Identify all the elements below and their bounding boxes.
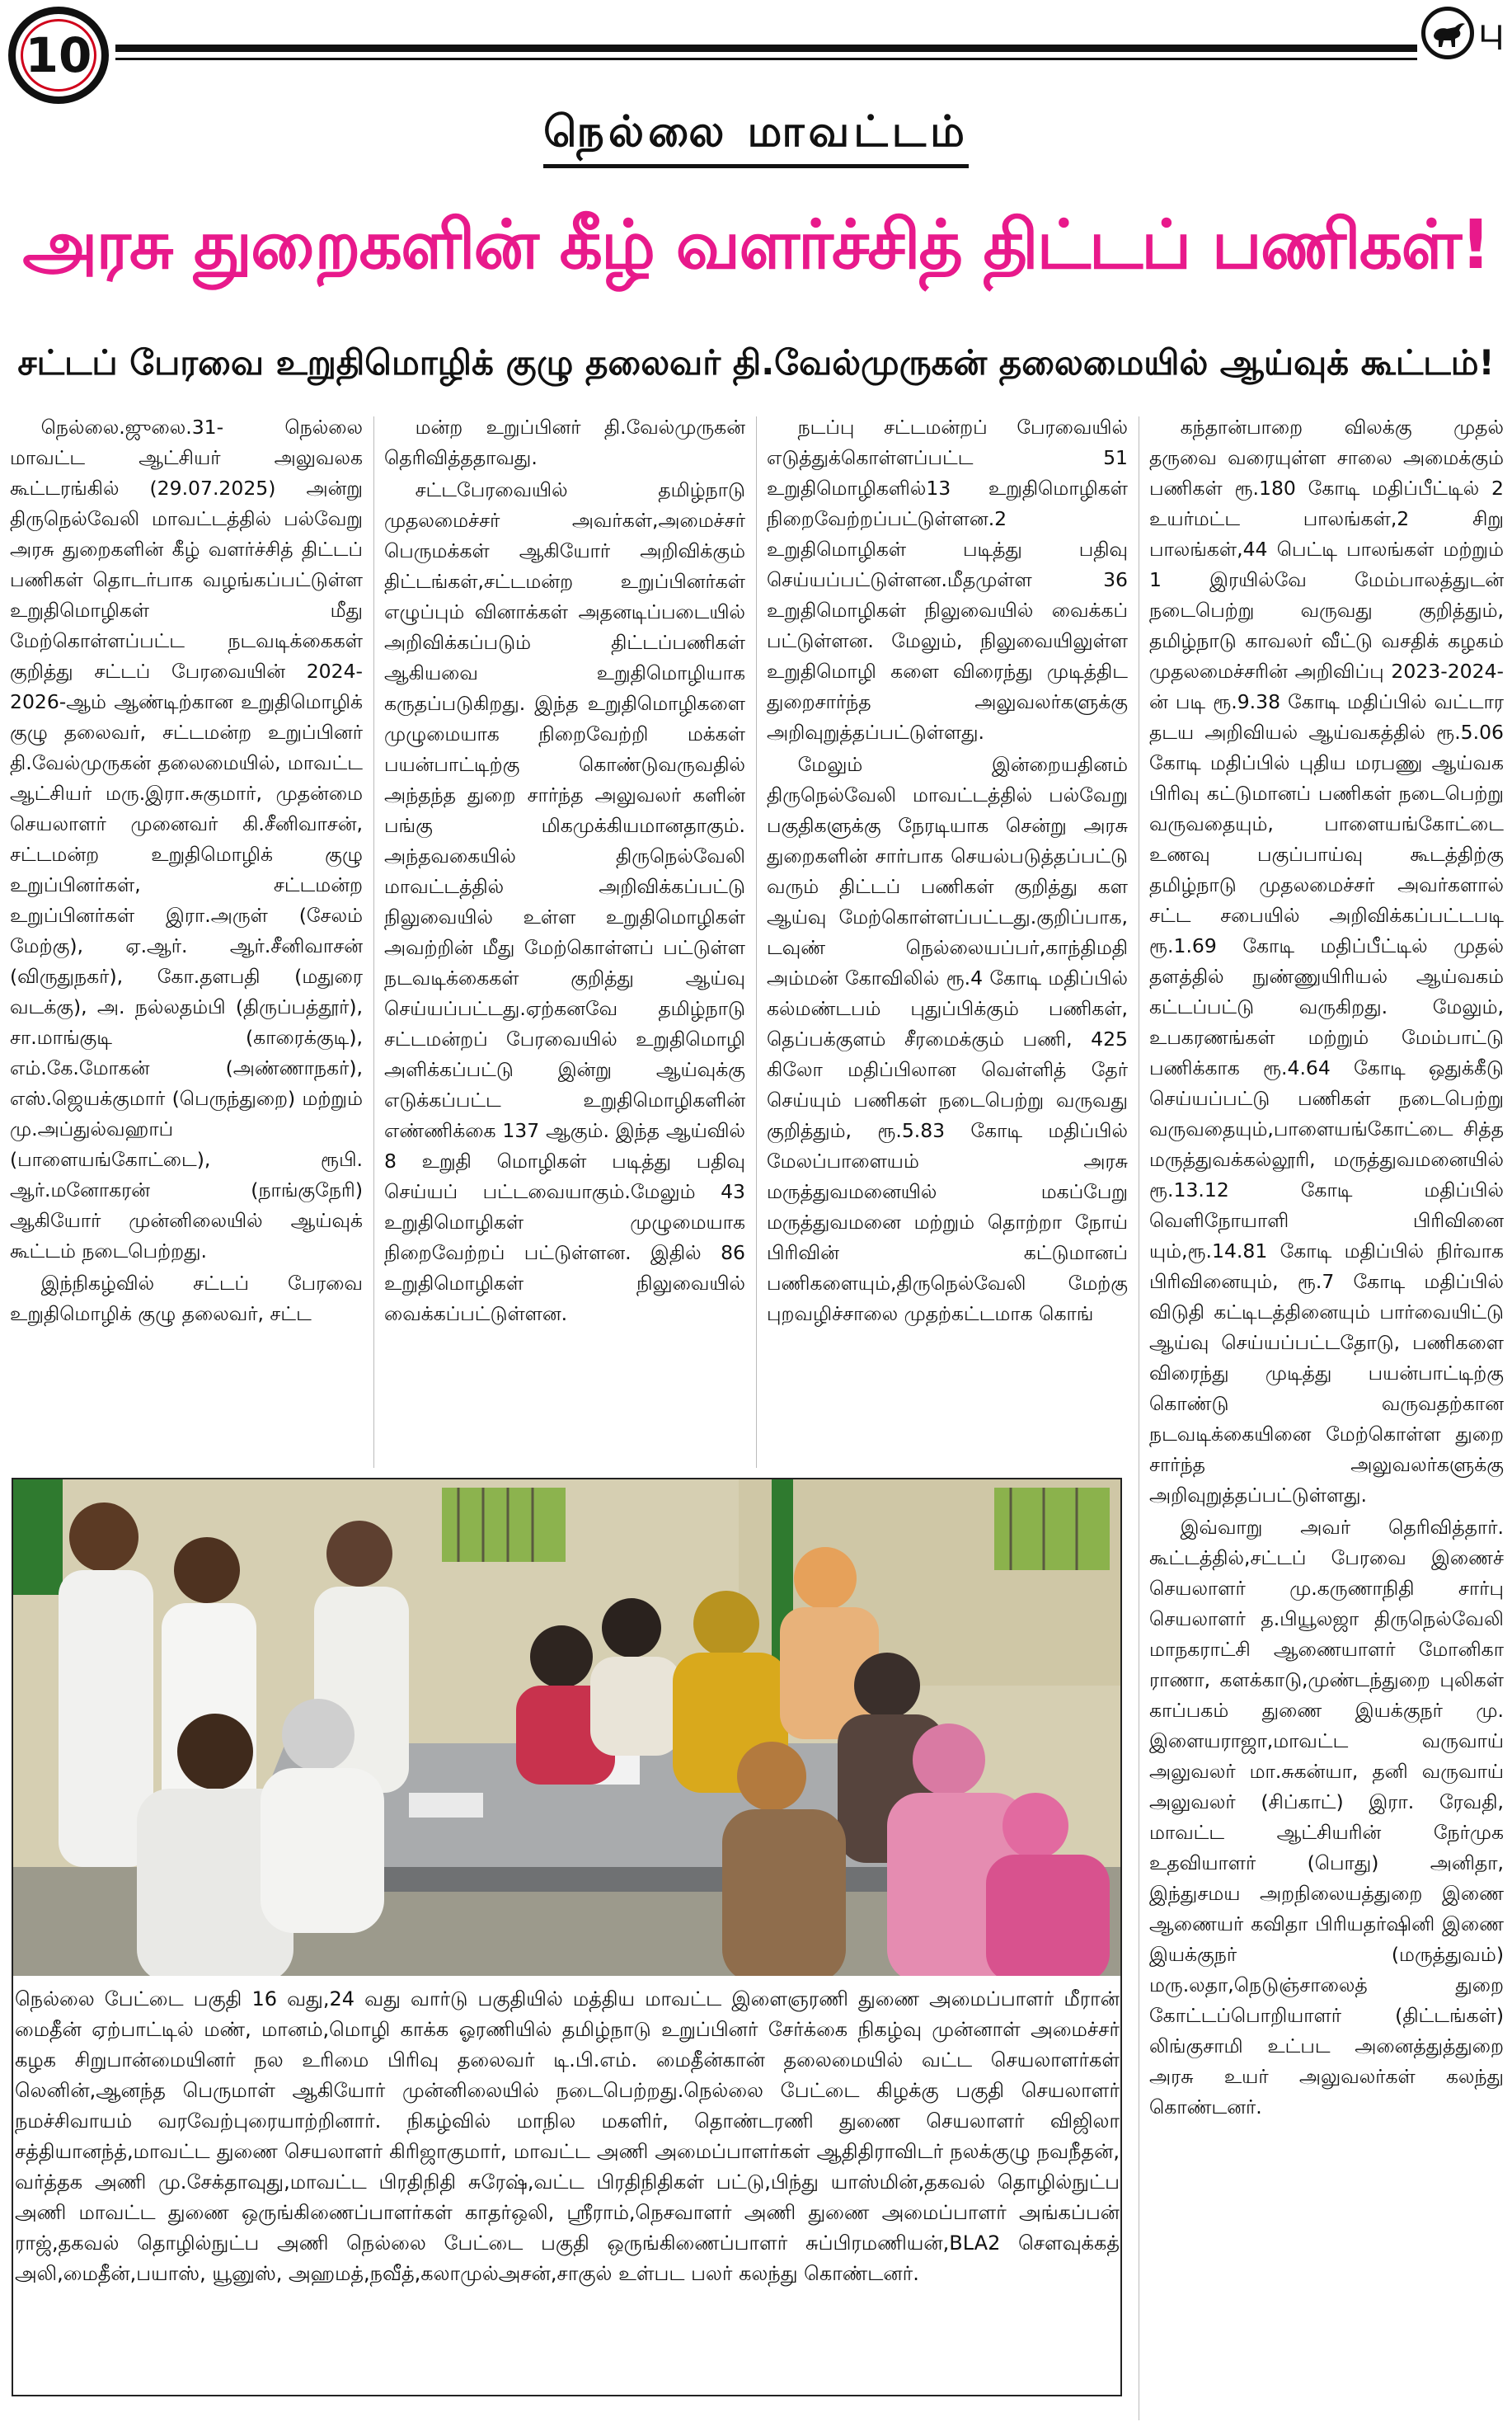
main-headline: அரசு துறைகளின் கீழ் வளர்ச்சித் திட்டப் பணிகள்! [22, 206, 1490, 285]
sub-headline: சட்டப் பேரவை உறுதிமொழிக் குழு தலைவர் தி.வேல்முருகன் தலைமையில் ஆய்வுக் கூட்டம்! [17, 342, 1495, 383]
masthead-title: பு [1479, 12, 1504, 49]
article-paragraph: சட்டபேரவையில் தமிழ்நாடு முதலமைச்சர் அவர்கள்,அமைச்சர் பெருமக்கள் ஆகியோர் அறிவிக்கும் திட்டங்கள்,சட்டமன்ற உறுப்பினர்கள் எழுப்பும் வினாக்கள் அதனடிப்படையில் அறிவிக்கப்படும் திட்டப்பணிகள் ஆகியவை உறுதிமொழியாக கருதப்படுகிறது. இந்த உறுதிமொழிகளை முழுமையாக நிறைவேற்றி மக்கள் பயன்பாட்டிற்கு கொண்டுவருவதில் அந்தந்த துறை சார்ந்த அலுவலர் களின் பங்கு மிகமுக்கியமானதாகும். அந்தவகையில் திருநெல்வேலி மாவட்டத்தில் அறிவிக்கப்பட்டு நிலுவையில் உள்ள உறுதிமொழிகள் அவற்றின் மீது மேற்கொள்ளப் பட்டுள்ள நடவடிக்கைகள் குறித்து ஆய்வு செய்யப்பட்டது.ஏற்கனவே தமிழ்நாடு சட்டமன்றப் பேரவையில் உறுதிமொழி அளிக்கப்பட்டு இன்று ஆய்வுக்கு எடுக்கப்பட்ட உறுதிமொழிகளின் எண்ணிக்கை 137 ஆகும். இந்த ஆய்வில் 8 உறுதி மொழிகள் படித்து பதிவு செய்யப் பட்டவையாகும்.மேலும் 43 உறுதிமொழிகள் முழுமையாக நிறைவேற்றப் பட்டுள்ளன. இதில் 86 உறுதிமொழிகள் நிலுவையில் வைக்கப்பட்டுள்ளன. [384, 478, 745, 1325]
article-paragraph: இந்நிகழ்வில் சட்டப் பேரவை உறுதிமொழிக் குழு தலைவர், சட்ட [10, 1272, 363, 1325]
bull-logo-icon [1421, 7, 1474, 59]
article-paragraph: நெல்லை.ஜுலை.31- நெல்லை மாவட்ட ஆட்சியர் அலுவலக கூட்டரங்கில் (29.07.2025) அன்று திருநெல்வேலி மாவட்டத்தில் பல்வேறு அரசு துறைகளின் கீழ் வளர்ச்சித் திட்டப் பணிகள் தொடர்பாக வழங்கப்பட்டுள்ள உறுதிமொழிகள் மீது மேற்கொள்ளப்பட்ட நடவடிக்கைகள் குறித்து சட்டப் பேரவையின் 2024-2026-ஆம் ஆண்டிற்கான உறுதிமொழிக் குழு தலைவர், சட்டமன்ற உறுப்பினர் தி.வேல்முருகன் தலைமையில், மாவட்ட ஆட்சியர் மரு.இரா.சுகுமார், முதன்மை செயலாளர் முனைவர் கி.சீனிவாசன், சட்டமன்ற உறுதிமொழிக் குழு உறுப்பினர்கள், சட்டமன்ற உறுப்பினர்கள் இரா.அருள் (சேலம் மேற்கு), ஏ.ஆர். ஆர்.சீனிவாசன் (விருதுநகர்), கோ.தளபதி (மதுரை வடக்கு), அ. நல்லதம்பி (திருப்பத்தூர்), சா.மாங்குடி (காரைக்குடி), எம்.கே.மோகன் (அண்ணாநகர்), எஸ்.ஜெயக்குமார் (பெருந்துறை) மற்றும் மு.அப்துல்வஹாப் (பாளையங்கோட்டை), ரூபி. ஆர்.மனோகரன் (நாங்குநேரி) ஆகியோர் முன்னிலையில் ஆய்வுக் கூட்டம் நடைபெற்றது. [10, 416, 363, 1263]
section-heading-text: நெல்லை மாவட்டம் [543, 107, 969, 168]
page-number: 10 [25, 27, 92, 83]
article-paragraph: மேலும் இன்றையதினம் திருநெல்வேலி மாவட்டத்தில் பல்வேறு பகுதிகளுக்கு நேரடியாக சென்று அரசு துறைகளின் சார்பாக செயல்படுத்தப்பட்டு வரும் திட்டப் பணிகள் குறித்து கள ஆய்வு மேற்கொள்ளப்பட்டது.குறிப்பாக, டவுண் நெல்லையப்பர்,காந்திமதி அம்மன் கோவிலில் ரூ.4 கோடி மதிப்பில் கல்மண்டபம் புதுப்பிக்கும் பணிகள், தெப்பக்குளம் சீரமைக்கும் பணி, 425 கிலோ மதிப்பிலான வெள்ளித் தேர் செய்யும் பணிகள் நடைபெற்று வருவது குறித்தும், ரூ.5.83 கோடி மதிப்பில் மேலப்பாளையம் அரசு மருத்துவமனையில் மகப்பேறு மருத்துவமனை மற்றும் தொற்றா நோய் பிரிவின் கட்டுமானப் பணிகளையும்,திருநெல்வேலி மேற்கு புறவழிச்சாலை முதற்கட்டமாக கொங் [767, 753, 1128, 1325]
column-divider [756, 416, 757, 1468]
article-column-2 [384, 412, 745, 1472]
article-paragraph: மன்ற உறுப்பினர் தி.வேல்முருகன் தெரிவித்ததாவது. [384, 416, 745, 469]
page-number-badge [8, 7, 109, 104]
section-heading [0, 107, 1512, 168]
event-photo-illustration [13, 1479, 1122, 1982]
article-column-3 [767, 412, 1128, 1472]
article-column-4 [1149, 412, 1504, 2424]
header-rule-thick [115, 45, 1417, 52]
article-paragraph: நடப்பு சட்டமன்றப் பேரவையில் எடுத்துக்கொள்ளப்பட்ட 51 உறுதிமொழிகளில்13 உறுதிமொழிகள் நிறைவேற்றப்பட்டுள்ளன.2 உறுதிமொழிகள் படித்து பதிவு செய்யப்பட்டுள்ளன.மீதமுள்ள 36 உறுதிமொழிகள் நிலுவையில் வைக்கப் பட்டுள்ளன. மேலும், நிலுவையிலுள்ள உறுதிமொழி களை விரைந்து முடித்திட துறைசார்ந்த அலுவலர்களுக்கு அறிவுறுத்தப்பட்டுள்ளது. [767, 416, 1128, 744]
article-column-1 [10, 412, 363, 1472]
column-divider [373, 416, 374, 1468]
article-paragraph: இவ்வாறு அவர் தெரிவித்தார். கூட்டத்தில்,சட்டப் பேரவை இணைச் செயலாளர் மு.கருணாநிதி சார்பு செயலாளர் த.பியூலஜா திருநெல்வேலி மாநகராட்சி ஆணையாளர் மோனிகா ராணா, களக்காடு,முண்டந்துறை புலிகள் காப்பகம் துணை இயக்குநர் மு. இளையராஜா,மாவட்ட வருவாய் அலுவலர் மா.சுகன்யா, தனி வருவாய் அலுவலர் (சிப்காட்) இரா. ரேவதி, மாவட்ட ஆட்சியரின் நேர்முக உதவியாளர் (பொது) அனிதா, இந்துசமய அறநிலையத்துறை இணை ஆணையர் கவிதா பிரியதர்ஷினி இணை இயக்குநர் (மருத்துவம்) மரு.லதா,நெடுஞ்சாலைத் துறை கோட்டப்பொறியாளர் (திட்டங்கள்) லிங்குசாமி உட்பட அனைத்துத்துறை அரசு உயர் அலுவலர்கள் கலந்து கொண்டனர். [1149, 1516, 1504, 2119]
header-rule-thin [115, 58, 1417, 60]
photo-caption: நெல்லை பேட்டை பகுதி 16 வது,24 வது வார்டு பகுதியில் மத்திய மாவட்ட இளைஞரணி துணை அமைப்பாளர் மீரான் மைதீன் ஏற்பாட்டில் மண், மானம்,மொழி காக்க ஓரணியில் தமிழ்நாடு உறுப்பினர் சேர்க்கை நிகழ்வு முன்னாள் அமைச்சர் கழக சிறுபான்மையினர் நல உரிமை பிரிவு தலைவர் டி.பி.எம். மைதீன்கான் தலைமையில் வட்ட செயலாளர்கள் லெனின்,ஆனந்த பெருமாள் ஆகியோர் முன்னிலையில் நடைபெற்றது.நெல்லை பேட்டை கிழக்கு பகுதி செயலாளர் நமச்சிவாயம் வரவேற்புரையாற்றினார். நிகழ்வில் மாநில மகளிர், தொண்டரணி துணை செயலாளர் விஜிலா சத்தியானந்த்,மாவட்ட துணை செயலாளர் கிரிஜாகுமார், மாவட்ட அணி அமைப்பாளர்கள் ஆதிதிராவிடர் நலக்குழு நவநீதன், வர்த்தக அணி மு.சேக்தாவுது,மாவட்ட பிரதிநிதி சுரேஷ்,வட்ட பிரதிநிதிகள் பட்டு,பிந்து யாஸ்மின்,தகவல் தொழில்நுட்ப அணி மாவட்ட துணை ஒருங்கிணைப்பாளர்கள் காதர்ஒலி, ஸ்ரீராம்,நெசவாளர் அணி துணை அமைப்பாளர் அங்கப்பன் ராஜ்,தகவல் தொழில்நுட்ப அணி நெல்லை பேட்டை பகுதி ஒருங்கிணைப்பாளர் சுப்பிரமணியன்,BLA2 சௌவுக்கத் அலி,மைதீன்,பயாஸ், யூனுஸ், அஹமத்,நவீத்,கலாமுல்அசன்,சாகுல் உள்பட பலர் கலந்து கொண்டனர். [15, 1987, 1120, 2285]
article-paragraph: கந்தான்பாறை விலக்கு முதல் தருவை வரையுள்ள சாலை அமைக்கும் பணிகள் ரூ.180 கோடி மதிப்பீட்டில் 2 உயர்மட்ட பாலங்கள்,2 சிறு பாலங்கள்,44 பெட்டி பாலங்கள் மற்றும் 1 இரயில்வே மேம்பாலத்துடன் நடைபெற்று வருவது குறித்தும், தமிழ்நாடு காவலர் வீட்டு வசதிக் கழகம் முதலமைச்சரின் அறிவிப்பு 2023-2024-ன் படி ரூ.9.38 கோடி மதிப்பில் வட்டார தடய அறிவியல் ஆய்வகத்தில் ரூ.5.06 கோடி மதிப்பில் புதிய மரபணு ஆய்வக பிரிவு கட்டுமானப் பணிகள் நடைபெற்று வருவதையும், பாளையங்கோட்டை உணவு பகுப்பாய்வு கூடத்திற்கு தமிழ்நாடு முதலமைச்சர் அவர்களால் சட்ட சபையில் அறிவிக்கப்பட்டபடி ரூ.1.69 கோடி மதிப்பீட்டில் முதல் தளத்தில் நுண்ணுயிரியல் ஆய்வகம் கட்டப்பட்டு வருகிறது. மேலும், உபகரணங்கள் மற்றும் மேம்பாட்டு பணிக்காக ரூ.4.64 கோடி ஒதுக்கீடு செய்யப்பட்டு பணிகள் நடைபெற்று வருவதையும்,பாளையங்கோட்டை சித்த மருத்துவக்கல்லூரி, மருத்துவமனையில் ரூ.13.12 கோடி மதிப்பில் வெளிநோயாளி பிரிவினை யும்,ரூ.14.81 கோடி மதிப்பில் நிர்வாக பிரிவினையும், ரூ.7 கோடி மதிப்பில் விடுதி கட்டிடத்தினையும் பார்வையிட்டு ஆய்வு செய்யப்பட்டதோடு, பணிகளை விரைந்து முடித்து பயன்பாட்டிற்கு கொண்டு வருவதற்கான நடவடிக்கையினை மேற்கொள்ள துறை சார்ந்த அலுவலர்களுக்கு அறிவுறுத்தப்பட்டுள்ளது. [1149, 416, 1504, 1507]
